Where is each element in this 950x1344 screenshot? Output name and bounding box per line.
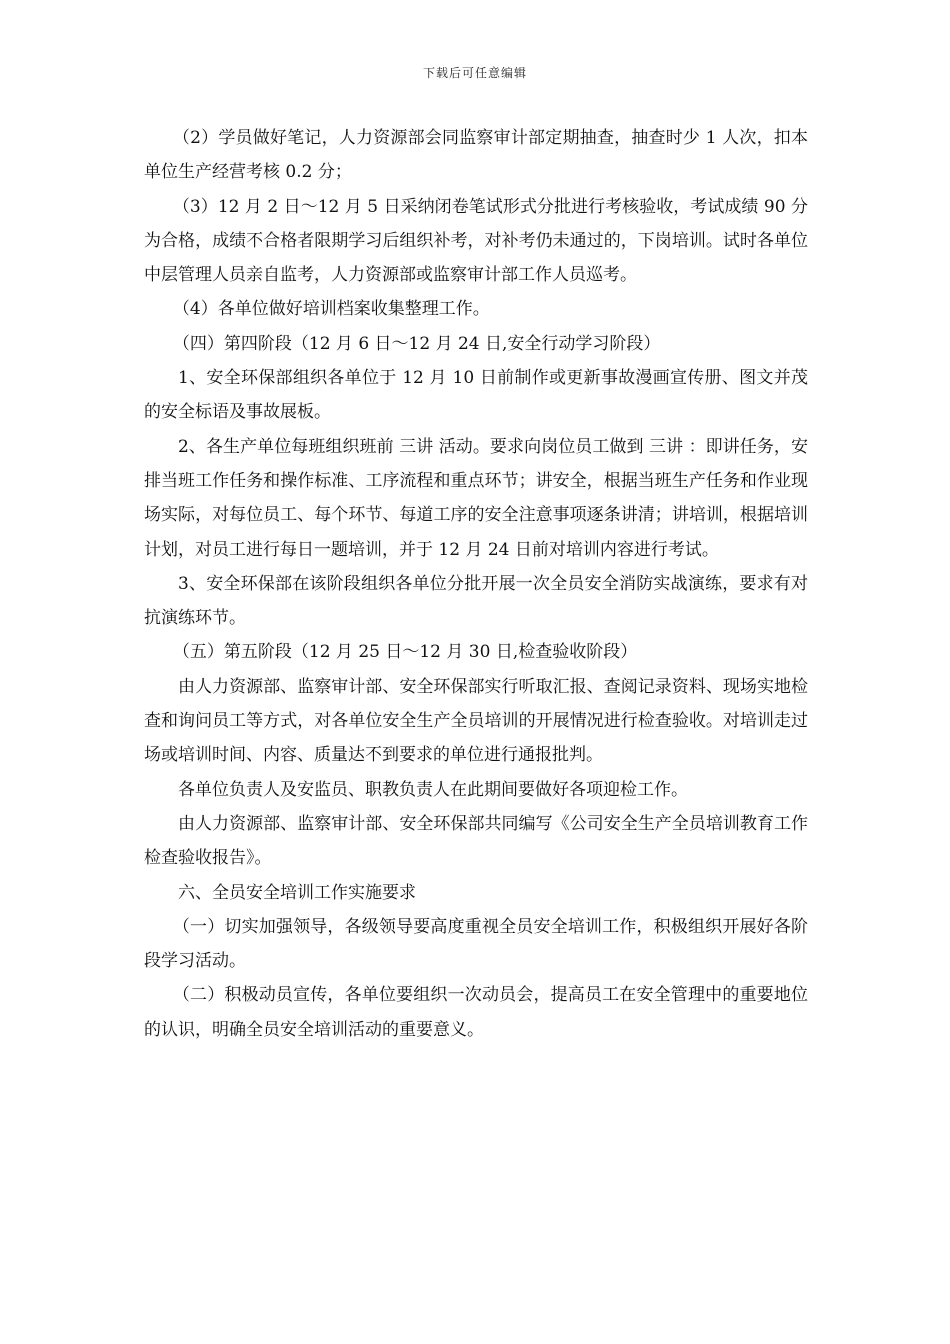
section-heading: （五）第五阶段（12 月 25 日～12 月 30 日,检查验收阶段） bbox=[172, 642, 638, 663]
paragraph: 由人力资源部、监察审计部、安全环保部共同编写《公司安全生产全员培训教育工作检查验收报告》。 bbox=[144, 813, 808, 869]
paragraph: 各单位负责人及安监员、职教负责人在此期间要做好各项迎检工作。 bbox=[178, 779, 688, 800]
paragraph: 1、安全环保部组织各单位于 12 月 10 日前制作或更新事故漫画宣传册、图文并茂的安全标语及事故展板。 bbox=[144, 368, 808, 423]
paragraph: 3、安全环保部在该阶段组织各单位分批开展一次全员安全消防实战演练，要求有对抗演练环节。 bbox=[144, 573, 808, 629]
paragraph: （二）积极动员宣传，各单位要组织一次动员会，提高员工在安全管理中的重要地位的认识，明确全员安全培训活动的重要意义。 bbox=[144, 985, 808, 1040]
document-body bbox=[144, 121, 808, 1047]
page-header: 下载后可任意编辑 bbox=[422, 66, 527, 80]
paragraph: （4）各单位做好培训档案收集整理工作。 bbox=[172, 299, 490, 320]
paragraph: （一）切实加强领导，各级领导要高度重视全员安全培训工作，积极组织开展好各阶段学习活动。 bbox=[144, 916, 808, 972]
section-heading: 六、全员安全培训工作实施要求 bbox=[178, 882, 416, 903]
paragraph: 2、各生产单位每班组织班前 三讲 活动。要求向岗位员工做到 三讲 ：即讲任务，安排当班工作任务和操作标准、工序流程和重点环节；讲安全，根据当班生产任务和作业现场实际，对每位员工、每个环节、每道工序的安全注意事项逐条讲清；讲培训，根据培训计划，对员工进行每日一题培训，并于 12 月 24 日前对培训内容进行考试。 bbox=[144, 436, 808, 560]
paragraph: （2）学员做好笔记，人力资源部会同监察审计部定期抽查，抽查时少 1 人次，扣本单位生产经营考核 0.2 分； bbox=[144, 128, 808, 183]
paragraph: 由人力资源部、监察审计部、安全环保部实行听取汇报、查阅记录资料、现场实地检查和询问员工等方式，对各单位安全生产全员培训的开展情况进行检查验收。对培训走过场或培训时间、内容、质量达不到要求的单位进行通报批判。 bbox=[144, 676, 808, 766]
section-heading: （四）第四阶段（12 月 6 日～12 月 24 日,安全行动学习阶段） bbox=[172, 333, 661, 354]
paragraph: （3）12 月 2 日～12 月 5 日采纳闭卷笔试形式分批进行考核验收，考试成绩 90 分为合格，成绩不合格者限期学习后组织补考，对补考仍未通过的，下岗培训。试时各单位中层管理人员亲自监考，人力资源部或监察审计部工作人员巡考。 bbox=[144, 196, 808, 286]
